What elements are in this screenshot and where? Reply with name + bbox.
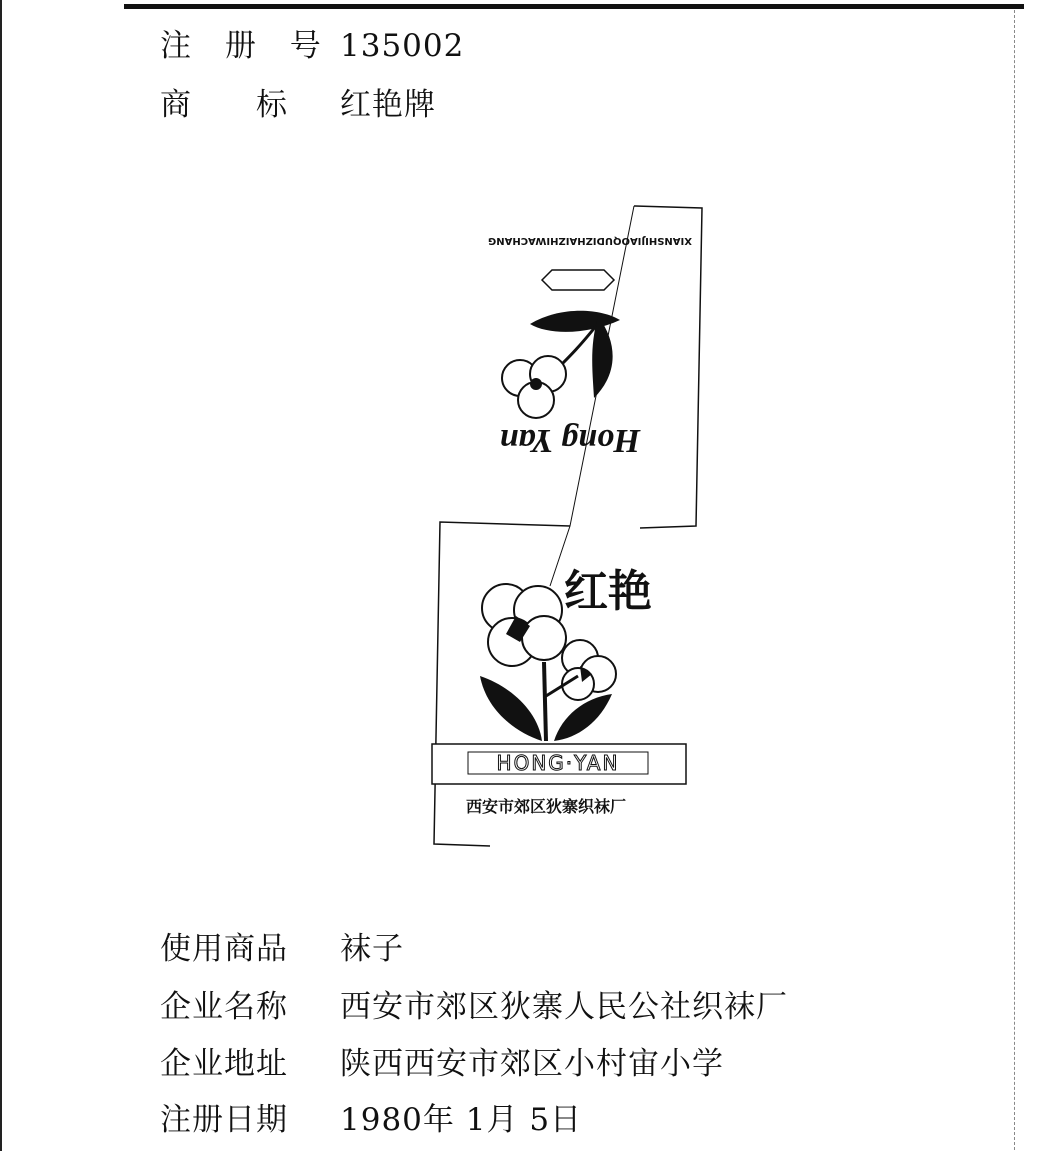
hexagon-emblem: [542, 270, 614, 290]
registration-date-label: 注册日期: [160, 1102, 288, 1138]
chinese-brand-calligraphy: 红艳: [564, 566, 652, 617]
fold-line: [550, 206, 634, 586]
page-left-edge: [0, 0, 2, 1151]
registration-date-value: 1980年 1月 5日: [340, 1102, 583, 1138]
company-row: [160, 987, 788, 1027]
registration-number-value: 135002: [340, 28, 465, 64]
registration-number-label: 注 册 号: [160, 28, 333, 64]
upper-panel-outline: [634, 206, 702, 528]
romanized-brand: HONG·YAN: [496, 751, 620, 775]
goods-label: 使用商品: [160, 931, 288, 967]
page-right-edge: [1014, 10, 1015, 1150]
trademark-value: 红艳牌: [340, 87, 436, 123]
address-row: [160, 1044, 724, 1084]
company-label: 企业名称: [160, 989, 288, 1025]
registration-date-row: [160, 1100, 582, 1140]
registration-number-row: [160, 26, 464, 66]
address-label: 企业地址: [160, 1046, 288, 1082]
goods-value: 袜子: [340, 931, 404, 967]
company-value: 西安市郊区狄寨人民公社织袜厂: [340, 989, 788, 1025]
inverted-flower-icon: [502, 311, 620, 418]
maker-text: 西安市郊区狄寨织袜厂: [465, 797, 627, 816]
script-brand-name: Hong Yan: [499, 422, 641, 459]
trademark-row: [160, 85, 436, 125]
goods-row: [160, 929, 404, 969]
trademark-label: 商 标: [160, 87, 288, 123]
address-value: 陕西西安市郊区小村宙小学: [340, 1046, 724, 1082]
top-rule: [124, 4, 1024, 9]
pinyin-strip-text: XIANSHIJIAOQUDIZHAIZHIWACHANG: [488, 235, 692, 246]
trademark-label-image: [420, 196, 720, 856]
